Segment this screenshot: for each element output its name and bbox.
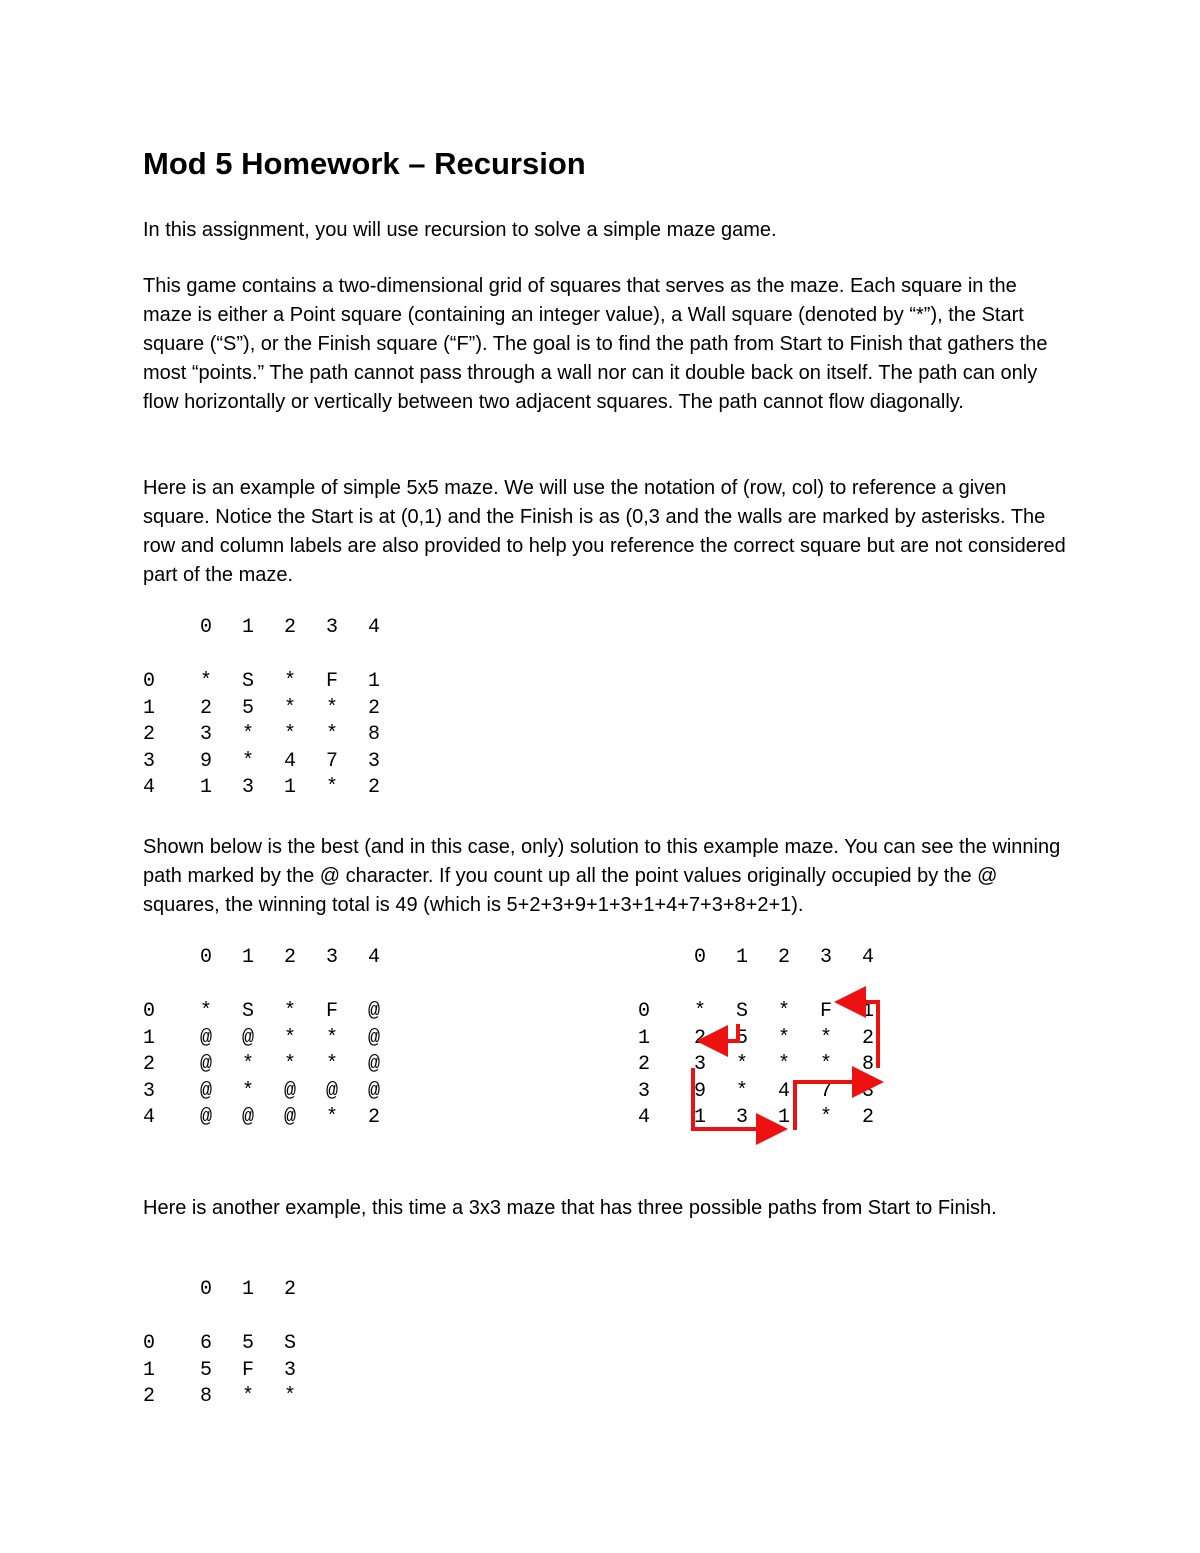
row-label: 1	[143, 1358, 156, 1382]
maze-cell: 6	[199, 1332, 212, 1355]
maze-cell: *	[777, 1053, 790, 1076]
maze-cell: @	[241, 1026, 254, 1050]
maze-cell: *	[283, 1385, 296, 1408]
maze-cell: *	[325, 723, 338, 746]
maze-cell: @	[367, 1053, 380, 1076]
row-label: 2	[143, 1053, 156, 1076]
maze-cell: 1	[367, 670, 380, 693]
column-label: 3	[819, 946, 832, 969]
maze-cell: *	[735, 1079, 748, 1103]
maze-cell: 3	[861, 1079, 874, 1103]
maze-cell: 3	[693, 1053, 706, 1076]
rules-paragraph: This game contains a two-dimensional grid of squares that serves as the maze. Each square in the maze is either a Point square (containing an integer value), a Wall square (denoted by “*”), the Start square (“S”), or the Finish square (“F”). The goal is to find the path from Start to Finish that gathers the most “points.” The path cannot pass through a wall nor can it double back on itself. The path can only flow horizontally or vertically between two adjacent squares. The path cannot flow diagonally.	[143, 275, 1048, 413]
maze-cell: *	[735, 1053, 748, 1076]
maze-cell: 2	[861, 1026, 874, 1050]
maze-cell: 2	[367, 776, 380, 799]
column-label: 3	[325, 616, 338, 639]
maze-cell: 4	[283, 749, 296, 773]
solution-paragraph: Shown below is the best (and in this case, only) solution to this example maze. You can see the winning path marked by the @ character. If you count up all the point values originally occupied by the @ squares, the winning total is 49 (which is 5+2+3+9+1+3+1+4+7+3+8+2+1).	[143, 836, 1061, 916]
maze-cell: 2	[693, 1026, 706, 1050]
maze-cell: 5	[199, 1358, 212, 1382]
row-label: 0	[143, 1000, 156, 1023]
maze-cell: *	[283, 696, 296, 720]
maze-cell: *	[241, 1079, 254, 1103]
column-label: 2	[283, 616, 296, 639]
maze-cell: 3	[283, 1358, 296, 1382]
example-intro-paragraph: Here is an example of simple 5x5 maze. We will use the notation of (row, col) to reference a given square. Notice the Start is at (0,1) and the Finish is as (0,3 and the walls are marked by asterisks. The row and column labels are also provided to help you reference the correct square but are not considered part of the maze.	[143, 477, 1066, 586]
row-label: 0	[638, 1000, 651, 1023]
maze-cell: *	[693, 1000, 706, 1023]
row-label: 3	[143, 749, 156, 773]
maze-cell: S	[241, 670, 254, 693]
row-label: 0	[143, 670, 156, 693]
maze-cell: *	[283, 723, 296, 746]
page-title: Mod 5 Homework – Recursion	[143, 146, 586, 181]
maze-cell: 3	[241, 776, 254, 799]
maze-cell: @	[325, 1079, 338, 1103]
maze-cell: 8	[367, 723, 380, 746]
column-label: 1	[241, 1278, 254, 1301]
maze-cell: @	[199, 1053, 212, 1076]
row-label: 1	[143, 696, 156, 720]
intro-paragraph: In this assignment, you will use recursion to solve a simple maze game.	[143, 219, 777, 241]
maze-cell: F	[819, 1000, 832, 1023]
maze-cell: 2	[861, 1106, 874, 1129]
maze-cell: 4	[777, 1079, 790, 1103]
maze-cell: 5	[241, 696, 254, 720]
maze-cell: *	[241, 723, 254, 746]
maze-cell: 8	[861, 1053, 874, 1076]
maze-cell: F	[325, 670, 338, 693]
row-label: 4	[638, 1106, 651, 1129]
column-label: 0	[199, 616, 212, 639]
row-label: 1	[638, 1026, 651, 1050]
maze-cell: *	[777, 1026, 790, 1050]
maze-cell: @	[283, 1106, 296, 1129]
maze-cell: *	[283, 1000, 296, 1023]
maze-cell: F	[325, 1000, 338, 1023]
column-label: 4	[367, 616, 380, 639]
column-label: 2	[283, 1278, 296, 1301]
maze-cell: 2	[367, 696, 380, 720]
maze-cell: *	[199, 1000, 212, 1023]
column-label: 4	[367, 946, 380, 969]
row-label: 1	[143, 1026, 156, 1050]
maze-cell: 3	[199, 723, 212, 746]
maze-cell: 3	[367, 749, 380, 773]
maze-cell: *	[283, 670, 296, 693]
row-label: 3	[638, 1079, 651, 1103]
column-label: 2	[283, 946, 296, 969]
maze-cell: S	[735, 1000, 748, 1023]
second-example-paragraph: Here is another example, this time a 3x3 maze that has three possible paths from Start to Finish.	[143, 1197, 997, 1219]
row-label: 0	[143, 1332, 156, 1355]
maze-cell: *	[325, 776, 338, 799]
maze-cell: S	[241, 1000, 254, 1023]
maze-cell: *	[325, 696, 338, 720]
maze-cell: *	[283, 1026, 296, 1050]
maze-cell: *	[325, 1106, 338, 1129]
maze-cell: *	[241, 749, 254, 773]
maze-cell: @	[367, 1026, 380, 1050]
maze-cell: *	[325, 1053, 338, 1076]
maze-cell: F	[241, 1358, 254, 1382]
row-label: 2	[638, 1053, 651, 1076]
row-label: 2	[143, 723, 156, 746]
maze-cell: *	[241, 1385, 254, 1408]
maze-cell: *	[241, 1053, 254, 1076]
column-label: 1	[241, 946, 254, 969]
maze-cell: @	[241, 1106, 254, 1129]
maze-cell: *	[819, 1053, 832, 1076]
maze-cell: S	[283, 1332, 296, 1355]
row-label: 4	[143, 776, 156, 799]
maze-cell: *	[819, 1106, 832, 1129]
maze-cell: 2	[367, 1106, 380, 1129]
maze-cell: 9	[693, 1079, 706, 1103]
maze-cell: 1	[283, 776, 296, 799]
maze-cell: @	[367, 1000, 380, 1023]
maze-cell: @	[367, 1079, 380, 1103]
column-label: 4	[861, 946, 874, 969]
maze-cell: *	[283, 1053, 296, 1076]
maze-cell: @	[283, 1079, 296, 1103]
maze-cell: *	[199, 670, 212, 693]
row-label: 2	[143, 1385, 156, 1408]
maze-cell: 5	[735, 1026, 748, 1050]
column-label: 0	[199, 946, 212, 969]
maze-cell: 8	[199, 1385, 212, 1408]
maze-cell: 7	[819, 1079, 832, 1103]
column-label: 1	[735, 946, 748, 969]
column-label: 3	[325, 946, 338, 969]
maze-cell: @	[199, 1079, 212, 1103]
row-label: 3	[143, 1079, 156, 1103]
maze-cell: @	[199, 1026, 212, 1050]
maze-cell: @	[199, 1106, 212, 1129]
maze-cell: 1	[693, 1106, 706, 1129]
maze-cell: *	[819, 1026, 832, 1050]
maze-cell: 3	[735, 1106, 748, 1129]
maze-cell: 1	[777, 1106, 790, 1129]
column-label: 0	[199, 1278, 212, 1301]
maze-cell: 5	[241, 1332, 254, 1355]
maze-cell: 7	[325, 749, 338, 773]
column-label: 1	[241, 616, 254, 639]
row-label: 4	[143, 1106, 156, 1129]
column-label: 0	[693, 946, 706, 969]
maze-cell: *	[325, 1026, 338, 1050]
maze-cell: *	[777, 1000, 790, 1023]
maze-cell: 1	[861, 1000, 874, 1023]
maze-cell: 2	[199, 696, 212, 720]
column-label: 2	[777, 946, 790, 969]
maze-cell: 1	[199, 776, 212, 799]
maze-cell: 9	[199, 749, 212, 773]
